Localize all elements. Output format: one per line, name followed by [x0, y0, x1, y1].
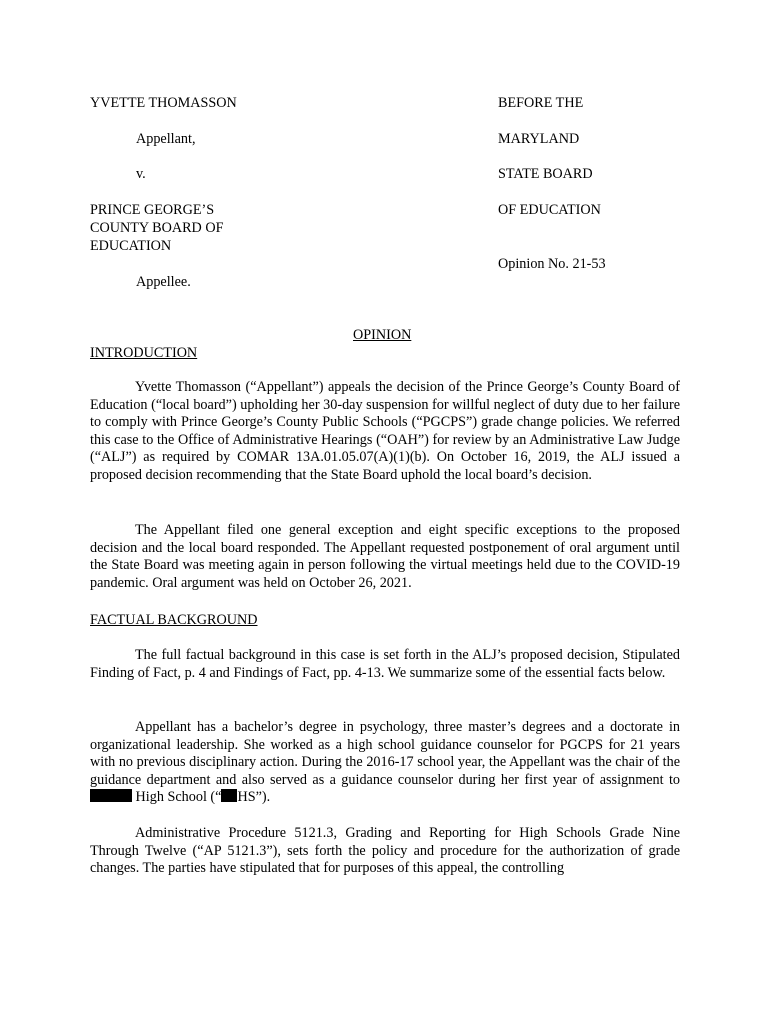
factual-paragraph-2-end: HS”).: [237, 789, 271, 806]
court-line3: STATE BOARD: [498, 166, 593, 182]
factual-paragraph-2-text: Appellant has a bachelor’s degree in psychology, three master’s degrees and a doctorate in organizational leadership. She worked as a high school guidance counselor for PGCPS for 21 years with no previous disciplinary action. During the 2016-17 school year, the Appellant was the chair of the guidance department and also served as a guidance counselor during her first year of assignment to: [90, 719, 680, 788]
factual-background-heading: FACTUAL BACKGROUND: [90, 612, 258, 628]
court-line2: MARYLAND: [498, 131, 580, 147]
opinion-title: OPINION: [353, 327, 412, 343]
introduction-paragraph-2: [90, 522, 680, 592]
introduction-paragraph-2-text: The Appellant filed one general exception and eight specific exceptions to the proposed decision and the local board responded. The Appellant requested postponement of oral argument until the State Board was meeting again in person following the virtual meetings held due to the COVID-19 pandemic. Oral argument was held on October 26, 2021.: [90, 522, 680, 591]
opinion-number: Opinion No. 21-53: [498, 256, 606, 272]
versus-label: v.: [136, 166, 146, 182]
appellee-name-line2: COUNTY BOARD OF: [90, 220, 224, 236]
factual-paragraph-1-text: The full factual background in this case is set forth in the ALJ’s proposed decision, Stipulated Finding of Fact, p. 4 and Findings of Fact, pp. 4-13. We summarize some of the essential facts below.: [90, 647, 680, 681]
court-line1: BEFORE THE: [498, 95, 584, 111]
court-line4: OF EDUCATION: [498, 202, 601, 218]
factual-paragraph-2: [90, 719, 680, 807]
appellee-name-line1: PRINCE GEORGE’S: [90, 202, 215, 218]
redaction-block-small: [221, 789, 237, 802]
factual-paragraph-3-text: Administrative Procedure 5121.3, Grading and Reporting for High Schools Grade Nine Through Twelve (“AP 5121.3”), sets forth the policy and procedure for the authorization of grade changes. The parties have stipulated that for purposes of this appeal, the controlling: [90, 825, 680, 877]
appellee-name-line3: EDUCATION: [90, 238, 172, 254]
appellant-role: Appellant,: [136, 131, 196, 147]
introduction-paragraph-1: [90, 379, 680, 485]
introduction-heading: INTRODUCTION: [90, 345, 198, 361]
factual-paragraph-1: [90, 647, 680, 682]
introduction-paragraph-1-text: Yvette Thomasson (“Appellant”) appeals the decision of the Prince George’s County Board of Education (“local board”) upholding her 30-day suspension for willful neglect of duty due to her failure to comply with Prince George’s County Public Schools (“PGCPS”) grade change policies. We referred this case to the Office of Administrative Hearings (“OAH”) for review by an Administrative Law Judge (“ALJ”) as required by COMAR 13A.01.05.07(A)(1)(b). On October 16, 2019, the ALJ issued a proposed decision recommending that the State Board uphold the local board’s decision.: [90, 379, 680, 483]
factual-paragraph-2-mid: High School (“: [135, 789, 222, 806]
appellant-name: YVETTE THOMASSON: [90, 95, 237, 111]
factual-paragraph-3: [90, 825, 680, 878]
redaction-block: [90, 789, 132, 802]
appellee-role: Appellee.: [136, 274, 191, 290]
